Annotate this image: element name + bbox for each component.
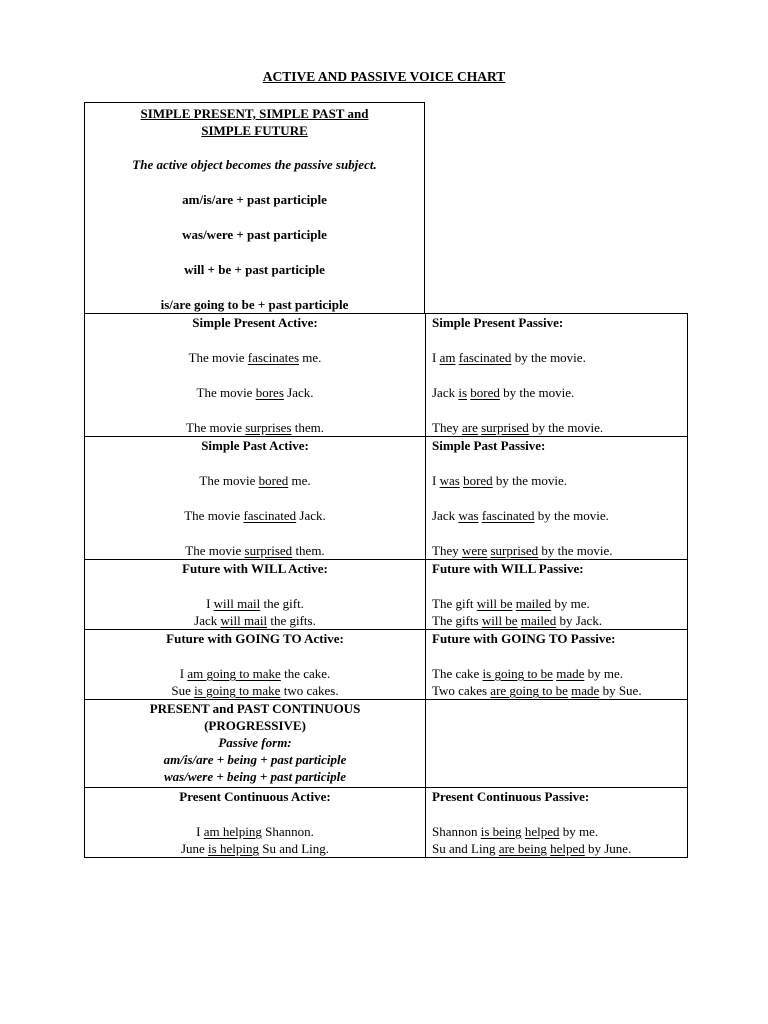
underlined-verb: will be bbox=[476, 596, 513, 611]
passive-cell bbox=[426, 630, 688, 700]
intro-heading bbox=[85, 105, 424, 139]
underlined-verb: were bbox=[461, 543, 488, 558]
sentence bbox=[432, 665, 687, 682]
section-header: Simple Past Passive: bbox=[432, 438, 546, 453]
table-row bbox=[85, 314, 688, 437]
sentence-part: The cake bbox=[432, 666, 483, 681]
sentence-part: I bbox=[432, 350, 440, 365]
sentence-part: Jack. bbox=[296, 508, 326, 523]
sentence bbox=[432, 472, 687, 489]
sentence-part: the gifts. bbox=[267, 613, 316, 628]
sentence bbox=[432, 823, 687, 840]
underlined-verb: will be bbox=[481, 613, 518, 628]
sentence bbox=[432, 682, 687, 699]
section-header: Future with GOING TO Passive: bbox=[432, 631, 616, 646]
sentence-part: by Jack. bbox=[556, 613, 603, 628]
sentence-part: They bbox=[432, 420, 462, 435]
sentence-part: Jack bbox=[432, 508, 459, 523]
voice-chart-table bbox=[84, 313, 688, 858]
underlined-verb: made bbox=[571, 683, 600, 698]
section-header: Future with WILL Active: bbox=[182, 561, 328, 576]
sentence-part: I bbox=[179, 666, 188, 681]
underlined-verb: bored bbox=[258, 473, 289, 488]
sentence-part: by the movie. bbox=[528, 420, 604, 435]
underlined-verb: helped bbox=[524, 824, 560, 839]
sentence bbox=[432, 419, 687, 436]
section-header: Future with GOING TO Active: bbox=[166, 631, 344, 646]
section-header: Simple Present Passive: bbox=[432, 315, 564, 330]
sentence-part: The gifts bbox=[432, 613, 482, 628]
underlined-verb: are being bbox=[498, 841, 547, 856]
underlined-verb: made bbox=[556, 666, 585, 681]
sentence-part: by the movie. bbox=[499, 385, 575, 400]
underlined-verb: am helping bbox=[203, 824, 262, 839]
table-row bbox=[85, 560, 688, 630]
sentence-part: The movie bbox=[186, 420, 246, 435]
sentence-part: Sue bbox=[171, 683, 195, 698]
underlined-verb: fascinates bbox=[247, 350, 300, 365]
sentence-part: by the movie. bbox=[538, 543, 613, 558]
section-header: Simple Present Active: bbox=[192, 315, 318, 330]
sentence-part: I bbox=[206, 596, 214, 611]
underlined-verb: fascinated bbox=[243, 508, 297, 523]
passive-cell bbox=[426, 560, 688, 630]
passive-form-label: Passive form: bbox=[218, 735, 292, 750]
sentence-part: The gift bbox=[432, 596, 477, 611]
underlined-verb: bores bbox=[255, 385, 284, 400]
table-row bbox=[85, 630, 688, 700]
sentence bbox=[85, 595, 425, 612]
sentence-part: by the movie. bbox=[511, 350, 586, 365]
underlined-verb: helped bbox=[550, 841, 585, 856]
progressive-heading-cell bbox=[85, 700, 426, 788]
sentence-part: by the movie. bbox=[534, 508, 609, 523]
sentence-part: Jack bbox=[432, 385, 459, 400]
underlined-verb: mailed bbox=[515, 596, 552, 611]
progressive-heading-line2: (PROGRESSIVE) bbox=[204, 718, 306, 733]
underlined-verb: fascinated bbox=[481, 508, 535, 523]
active-cell bbox=[85, 560, 426, 630]
progressive-heading-line1: PRESENT and PAST CONTINUOUS bbox=[149, 701, 361, 716]
sentence bbox=[85, 682, 425, 699]
underlined-verb: am going to make bbox=[187, 666, 281, 681]
sentence-part: Shannon bbox=[432, 824, 481, 839]
sentence-part: Jack. bbox=[283, 385, 314, 400]
underlined-verb: bored bbox=[463, 473, 493, 488]
passive-cell bbox=[426, 314, 688, 437]
underlined-verb: surprised bbox=[490, 543, 539, 558]
sentence bbox=[85, 665, 425, 682]
passive-cell bbox=[426, 437, 688, 560]
underlined-verb: was bbox=[458, 508, 479, 523]
sentence-part: Jack bbox=[194, 613, 221, 628]
sentence-part: Two cakes bbox=[432, 683, 491, 698]
sentence-part: The movie bbox=[199, 473, 259, 488]
sentence-part: them. bbox=[291, 420, 324, 435]
sentence-part: The movie bbox=[196, 385, 256, 400]
sentence-part: by me. bbox=[559, 824, 599, 839]
intro-rule: is/are going to be + past participle bbox=[160, 297, 349, 312]
sentence-part: the gift. bbox=[260, 596, 304, 611]
underlined-verb: is being bbox=[480, 824, 522, 839]
sentence bbox=[85, 419, 425, 436]
sentence bbox=[432, 349, 687, 366]
sentence-part: by June. bbox=[584, 841, 632, 856]
sentence bbox=[85, 840, 425, 857]
intro-heading-line2: SIMPLE FUTURE bbox=[201, 123, 308, 138]
sentence-part: Su and Ling bbox=[432, 841, 499, 856]
sentence bbox=[85, 542, 425, 559]
underlined-verb: surprised bbox=[244, 543, 293, 558]
sentence-part: two cakes. bbox=[280, 683, 339, 698]
underlined-verb: are going to be bbox=[490, 683, 568, 698]
sentence-part: The movie bbox=[184, 508, 244, 523]
underlined-verb: bored bbox=[470, 385, 500, 400]
table-row bbox=[85, 788, 688, 858]
sentence-part: The movie bbox=[188, 350, 248, 365]
underlined-verb: is going to make bbox=[194, 683, 281, 698]
sentence-part: the cake. bbox=[280, 666, 331, 681]
sentence bbox=[432, 595, 687, 612]
section-header: Present Continuous Active: bbox=[179, 789, 331, 804]
underlined-verb: surprised bbox=[481, 420, 529, 435]
intro-rule: will + be + past participle bbox=[184, 262, 325, 277]
sentence-part: by Sue. bbox=[599, 683, 642, 698]
intro-subtitle: The active object becomes the passive subject. bbox=[132, 157, 377, 172]
active-cell bbox=[85, 788, 426, 858]
underlined-verb: fascinated bbox=[458, 350, 512, 365]
intro-rule: am/is/are + past participle bbox=[182, 192, 327, 207]
underlined-verb: are bbox=[461, 420, 478, 435]
page-title: ACTIVE AND PASSIVE VOICE CHART bbox=[262, 69, 506, 84]
sentence bbox=[432, 384, 687, 401]
active-cell bbox=[85, 437, 426, 560]
sentence-part: them. bbox=[292, 543, 325, 558]
empty-cell bbox=[426, 700, 688, 788]
sentence-part: I bbox=[196, 824, 204, 839]
intro-rule: was/were + past participle bbox=[182, 227, 327, 242]
sentence bbox=[85, 507, 425, 524]
sentence-part: by me. bbox=[584, 666, 623, 681]
sentence-part: I bbox=[432, 473, 440, 488]
underlined-verb: is going to be bbox=[482, 666, 553, 681]
table-row bbox=[85, 700, 688, 788]
passive-cell bbox=[426, 788, 688, 858]
underlined-verb: surprises bbox=[245, 420, 292, 435]
progressive-rule: was/were + being + past participle bbox=[163, 769, 346, 784]
sentence-part: by the movie. bbox=[492, 473, 568, 488]
sentence bbox=[85, 472, 425, 489]
sentence-part: They bbox=[432, 543, 462, 558]
underlined-verb: mailed bbox=[520, 613, 557, 628]
sentence-part: Su and Ling. bbox=[258, 841, 330, 856]
sentence-part: The movie bbox=[185, 543, 245, 558]
sentence bbox=[85, 823, 425, 840]
sentence-part: by me. bbox=[551, 596, 590, 611]
underlined-verb: will mail bbox=[220, 613, 268, 628]
sentence bbox=[432, 612, 687, 629]
section-header: Simple Past Active: bbox=[201, 438, 309, 453]
underlined-verb: was bbox=[439, 473, 460, 488]
sentence bbox=[85, 612, 425, 629]
sentence bbox=[432, 542, 687, 559]
progressive-rule: am/is/are + being + past participle bbox=[163, 752, 347, 767]
underlined-verb: is bbox=[458, 385, 468, 400]
sentence-part: June bbox=[180, 841, 209, 856]
section-header: Future with WILL Passive: bbox=[432, 561, 584, 576]
sentence-part: me. bbox=[299, 350, 322, 365]
sentence bbox=[85, 384, 425, 401]
sentence-part: me. bbox=[288, 473, 311, 488]
underlined-verb: is helping bbox=[208, 841, 259, 856]
sentence bbox=[85, 349, 425, 366]
section-header: Present Continuous Passive: bbox=[432, 789, 590, 804]
intro-heading-line1: SIMPLE PRESENT, SIMPLE PAST and bbox=[140, 106, 369, 121]
intro-box bbox=[84, 102, 425, 314]
sentence bbox=[432, 840, 687, 857]
table-row bbox=[85, 437, 688, 560]
active-cell bbox=[85, 314, 426, 437]
underlined-verb: am bbox=[439, 350, 456, 365]
active-cell bbox=[85, 630, 426, 700]
sentence bbox=[432, 507, 687, 524]
underlined-verb: will mail bbox=[213, 596, 261, 611]
sentence-part: Shannon. bbox=[261, 824, 314, 839]
